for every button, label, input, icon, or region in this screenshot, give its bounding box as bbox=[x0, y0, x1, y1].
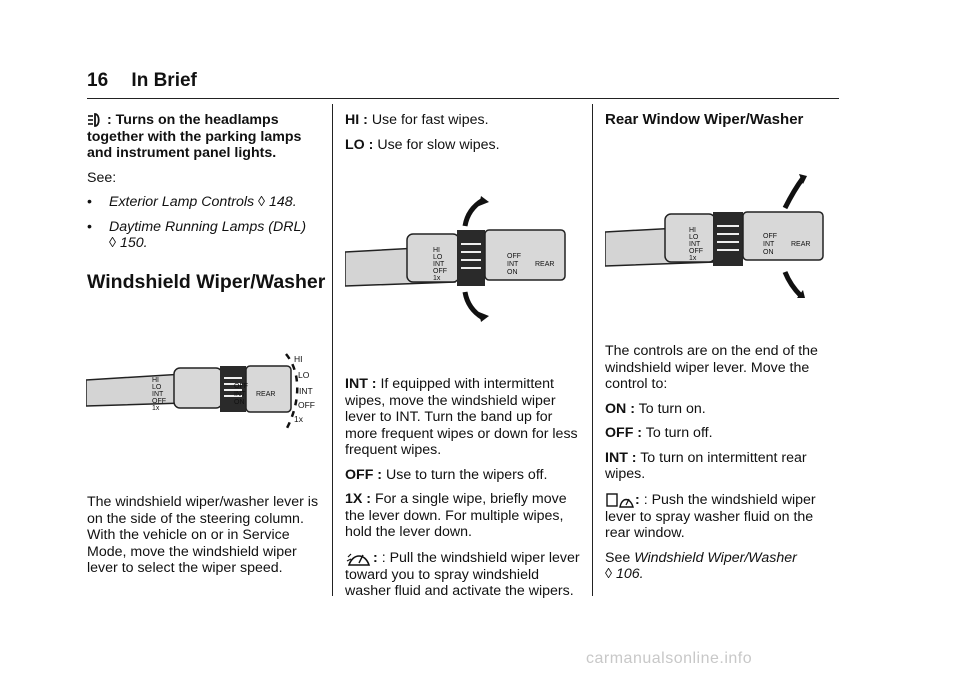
fig2-lever-once: 1x bbox=[433, 275, 441, 282]
int-paragraph: INT : If equipped with intermittent wipes, move the windshield wiper lever to INT. Turn the band up for more frequent wipes or down for less frequent wipes. bbox=[345, 376, 578, 458]
windshield-washer-icon bbox=[345, 549, 373, 567]
wiper-intro-text: The windshield wiper/washer lever is on the side of the steering column. With the vehicle on or in Service Mode, move the windshield wiper lever to select the wiper speed. bbox=[87, 494, 319, 576]
section-heading-windshield: Windshield Wiper/Washer bbox=[87, 270, 326, 293]
fig3-rear-on: ON bbox=[763, 249, 774, 256]
page-title: In Brief bbox=[131, 70, 197, 91]
fig3-rear: REAR bbox=[791, 241, 811, 248]
fig2-lever-hi: HI bbox=[433, 247, 440, 254]
watermark: carmanualsonline.info bbox=[586, 650, 753, 667]
fig2-rear-on: ON bbox=[507, 269, 518, 276]
header-rule bbox=[87, 98, 839, 99]
fig1-rear-off: OFF bbox=[234, 383, 248, 390]
lo-paragraph: LO : Use for slow wipes. bbox=[345, 136, 500, 153]
rear-off-paragraph: OFF : To turn off. bbox=[605, 425, 713, 441]
page-number: 16 bbox=[87, 70, 109, 91]
fig3-lever-once: 1x bbox=[689, 255, 697, 262]
column-3-lower bbox=[605, 343, 841, 591]
fig1-speed-hi: HI bbox=[294, 354, 303, 364]
xref-page-106[interactable]: 106 bbox=[615, 566, 640, 582]
bullet-exterior-lamp: • Exterior Lamp Controls ◊ 148. bbox=[87, 194, 297, 210]
fig2-lever-off: OFF bbox=[433, 268, 447, 275]
fig1-speed-lo: LO bbox=[298, 370, 310, 380]
fig3-lever-int: INT bbox=[689, 241, 701, 248]
fig3-lever-lo: LO bbox=[689, 234, 699, 241]
fig2-rear: REAR bbox=[535, 261, 555, 268]
xref-page-150[interactable]: 150 bbox=[119, 235, 144, 251]
headlamp-text: : Turns on the headlamps together with the parking lamps and instrument panel lights. bbox=[87, 112, 302, 161]
fig1-lever-lo: LO bbox=[152, 384, 162, 391]
fig1-lever-hi: HI bbox=[152, 377, 159, 384]
column-2-lower bbox=[345, 376, 585, 608]
column-divider-1 bbox=[332, 104, 333, 596]
column-2 bbox=[345, 112, 585, 161]
fig1-lever-int: INT bbox=[152, 391, 164, 398]
fig1-rear: REAR bbox=[256, 391, 276, 398]
see-label: See: bbox=[87, 169, 117, 186]
headlamp-icon bbox=[87, 112, 107, 128]
bullet-drl: • Daytime Running Lamps (DRL) ◊ 150. bbox=[87, 218, 307, 251]
fig2-lever-lo: LO bbox=[433, 254, 443, 261]
rear-washer-icon bbox=[605, 491, 635, 509]
rear-int-paragraph: INT : To turn on intermittent rear wipes. bbox=[605, 449, 807, 482]
fig1-speed-once: 1x bbox=[294, 414, 303, 424]
fig1-lever-once: 1x bbox=[152, 405, 160, 412]
fig1-rear-on: ON bbox=[234, 399, 245, 406]
headlamp-paragraph bbox=[87, 112, 327, 162]
fig3-rear-int: INT bbox=[763, 241, 775, 248]
fig1-lever-off: OFF bbox=[152, 398, 166, 405]
page-header bbox=[87, 70, 197, 92]
xref-windshield-wiper[interactable]: Windshield Wiper/Washer bbox=[634, 549, 797, 566]
section-heading-rear: Rear Window Wiper/Washer bbox=[605, 111, 804, 128]
xref-page-148[interactable]: 148 bbox=[269, 194, 293, 210]
wiper-intro-paragraph bbox=[87, 494, 323, 585]
xref-exterior-lamp[interactable]: Exterior Lamp Controls bbox=[109, 194, 255, 210]
washer-paragraph: : : Pull the windshield wiper lever toward you to spray windshield washer fluid and activate the wipers. bbox=[345, 549, 580, 599]
off-paragraph: OFF : Use to turn the wipers off. bbox=[345, 466, 548, 483]
rear-see-paragraph: See Windshield Wiper/Washer ◊ 106. bbox=[605, 549, 797, 582]
fig3-lever-off: OFF bbox=[689, 248, 703, 255]
wiper-lever-figure-1 bbox=[86, 342, 326, 442]
rear-intro-text: The controls are on the end of the windshield wiper lever. Move the control to: bbox=[605, 343, 818, 392]
fig2-rear-off: OFF bbox=[507, 253, 521, 260]
on-paragraph: ON : To turn on. bbox=[605, 400, 706, 417]
fig1-rear-int: INT bbox=[234, 391, 246, 398]
fig2-lever-int: INT bbox=[433, 261, 445, 268]
fig1-speed-off: OFF bbox=[298, 400, 315, 410]
rear-wiper-figure bbox=[605, 172, 835, 302]
column-divider-2 bbox=[592, 104, 593, 596]
fig2-rear-int: INT bbox=[507, 261, 519, 268]
onex-paragraph: 1X : For a single wipe, briefly move the lever down. For multiple wipes, hold the lever down. bbox=[345, 491, 567, 540]
wiper-lever-figure-2 bbox=[345, 196, 580, 324]
column-3 bbox=[605, 112, 841, 129]
fig1-speed-int: INT bbox=[299, 386, 313, 396]
rear-washer-paragraph: : : Push the windshield wiper lever to spray washer fluid on the rear window. bbox=[605, 491, 816, 541]
hi-paragraph: HI : Use for fast wipes. bbox=[345, 112, 489, 128]
fig3-lever-hi: HI bbox=[689, 227, 696, 234]
xref-drl[interactable]: Daytime Running Lamps (DRL) bbox=[109, 218, 307, 235]
column-1 bbox=[87, 112, 327, 293]
fig3-rear-off: OFF bbox=[763, 233, 777, 240]
